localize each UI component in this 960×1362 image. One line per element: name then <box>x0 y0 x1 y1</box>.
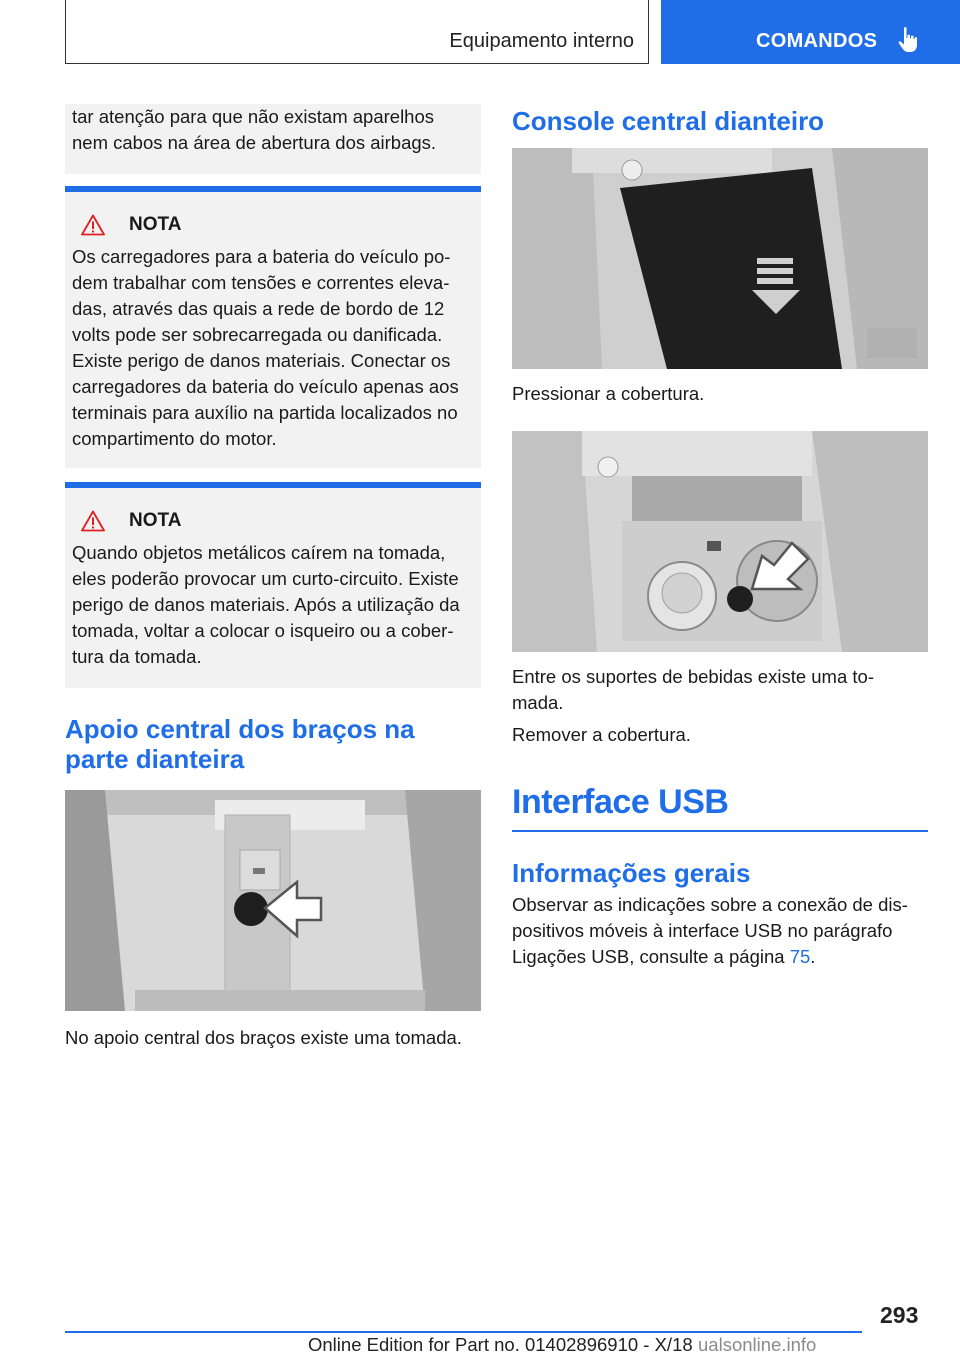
right-column <box>512 104 928 970</box>
header-chapter-box <box>65 0 649 64</box>
console-cover-photo <box>512 148 928 369</box>
note-text: Os carregadores para a bateria do veículo podem trabalhar com tensões e correntes elevadas, através das quais a rede de bordo de 12 volts pode ser sobrecarregada ou danificada. Existe perigo de danos materiais. Conectar os carregadores da bateria do veículo apenas aos terminais para auxílio na partida localizados no compartimento do motor. <box>72 246 459 449</box>
left-column <box>65 104 481 1051</box>
note-text: Quando objetos metálicos caírem na tomada, eles poderão provocar um curto-circuito. Existe perigo de danos materiais. Após a utilização da tomada, voltar a colocar o isqueiro ou a cobertura da tomada. <box>72 542 460 667</box>
page-number: 293 <box>880 1302 919 1328</box>
usb-text-before-link: Observar as indicações sobre a conexão de dispositivos móveis à interface USB no parágrafo Ligações USB, consulte a página <box>512 893 908 967</box>
hand-pointer-icon <box>897 26 919 54</box>
note-title: NOTA <box>129 214 182 235</box>
note-header <box>72 508 473 534</box>
page-75-link[interactable]: 75 <box>789 945 811 967</box>
note-box-metal-objects <box>65 482 481 688</box>
console-caption-press: Pressionar a cobertura. <box>512 383 705 404</box>
section-label: COMANDOS <box>756 30 878 52</box>
usb-subheading: Informações gerais <box>512 857 751 888</box>
note-continuation-text: tar atenção para que não existam aparelhos nem cabos na área de abertura dos airbags. <box>72 106 437 153</box>
note-header <box>72 212 473 238</box>
usb-heading: Interface USB <box>512 783 729 821</box>
warning-triangle-icon <box>81 214 105 236</box>
footer-rule <box>65 1331 862 1333</box>
header-section-tab[interactable] <box>661 0 960 64</box>
console-heading: Console central dianteiro <box>512 106 825 136</box>
usb-general-text <box>512 892 928 970</box>
console-cupholder-photo <box>512 431 928 652</box>
chapter-title: Equipamento interno <box>449 30 634 52</box>
note-continuation-box <box>65 104 481 174</box>
footer-watermark: ualsonline.info <box>698 1334 817 1355</box>
usb-heading-rule <box>512 830 928 832</box>
armrest-caption: No apoio central dos braços existe uma tomada. <box>65 1027 462 1048</box>
console-caption-cupholder: Entre os suportes de bebidas existe uma tomada. <box>512 666 874 713</box>
note-title: NOTA <box>129 510 182 531</box>
console-caption-remove: Remover a cobertura. <box>512 724 691 745</box>
warning-triangle-icon <box>81 510 105 532</box>
footer-edition-text: Online Edition for Part no. 01402896910 - X/18 <box>308 1334 693 1355</box>
armrest-socket-photo <box>65 790 481 1011</box>
usb-text-after-link: . <box>810 945 816 967</box>
note-box-chargers <box>65 186 481 468</box>
armrest-heading: Apoio central dos braços na parte dianteira <box>65 714 415 774</box>
